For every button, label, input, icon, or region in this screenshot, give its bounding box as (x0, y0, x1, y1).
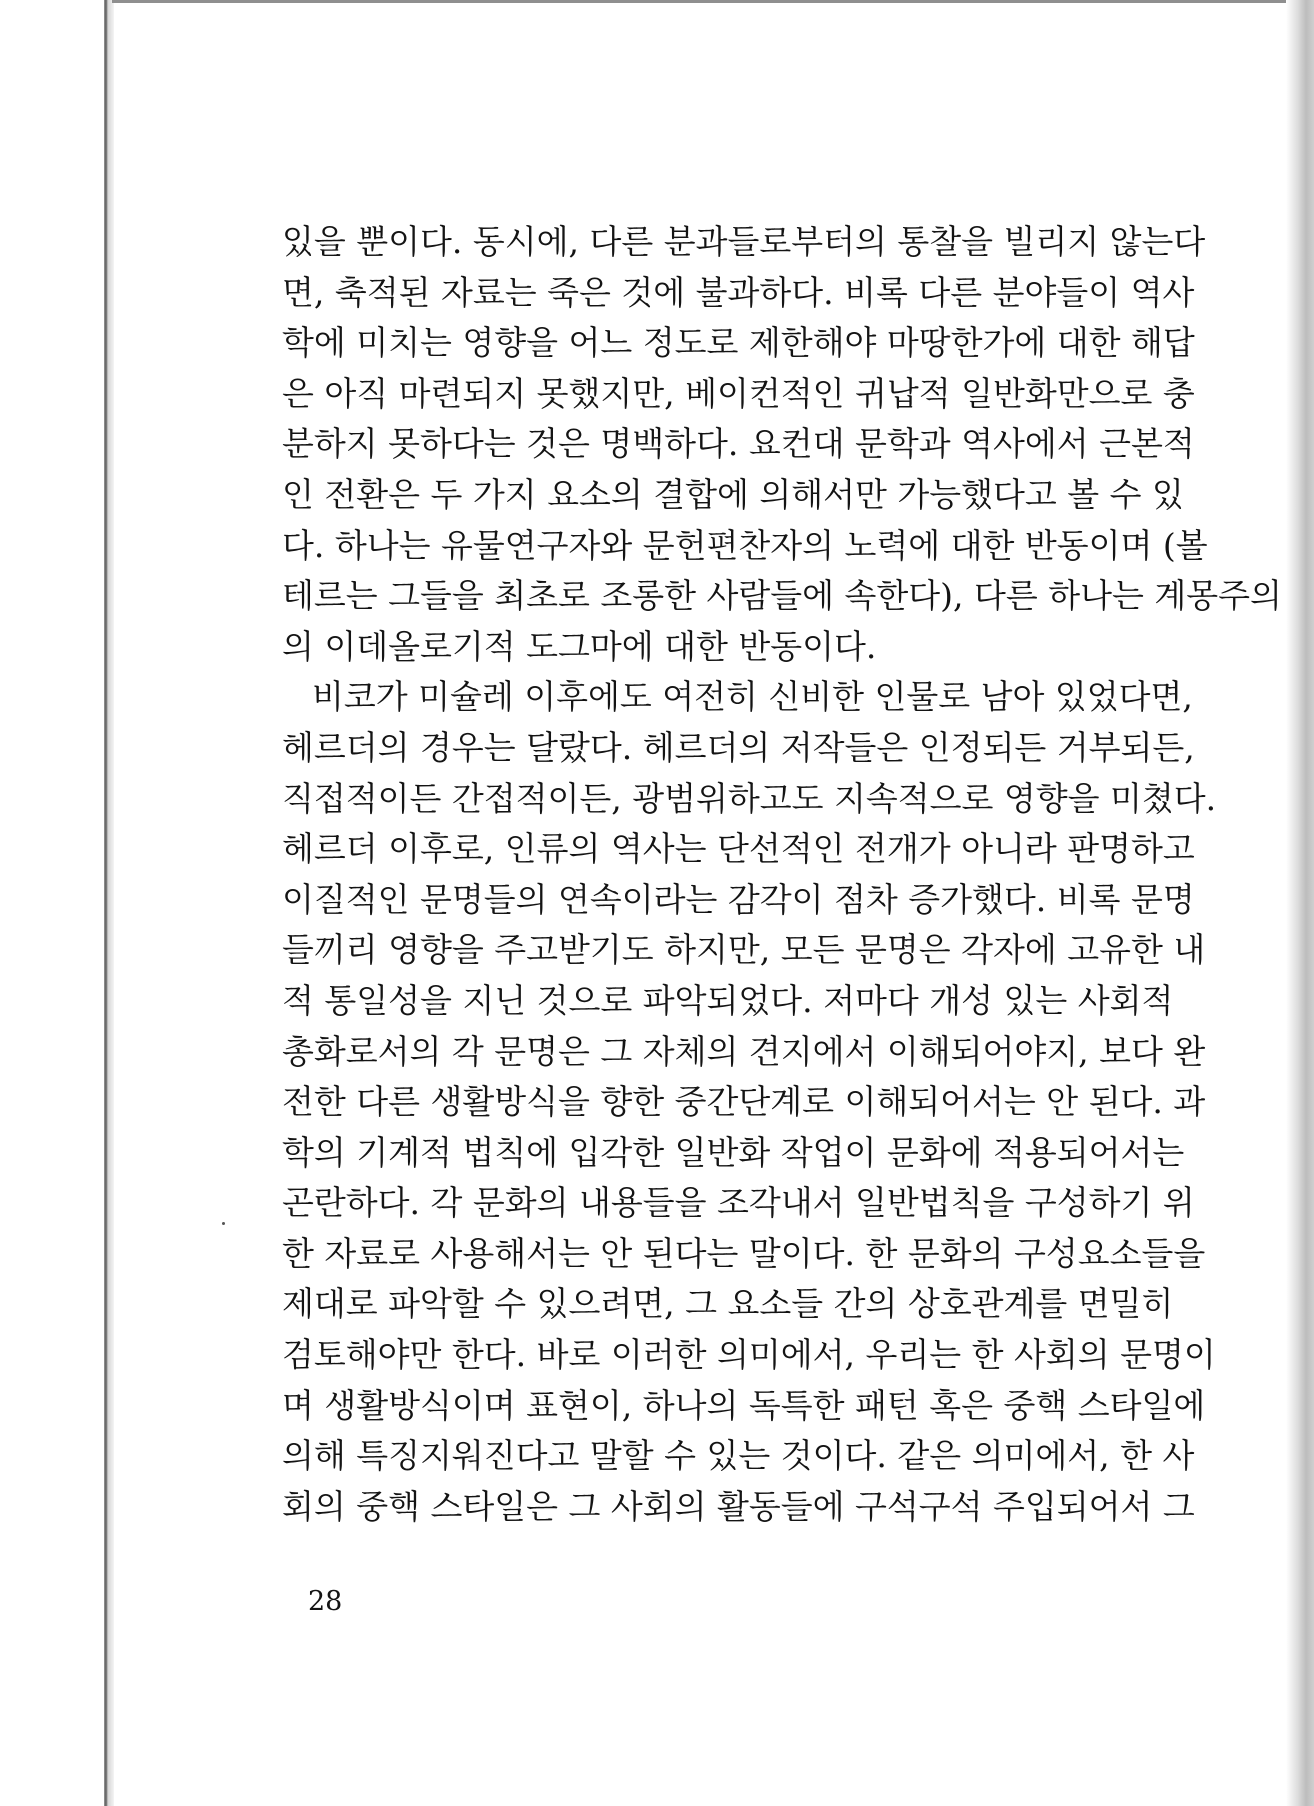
text-line: 다. 하나는 유물연구자와 문헌편찬자의 노력에 대한 반동이며 (볼 (282, 525, 1208, 565)
text-line: 있을 뿐이다. 동시에, 다른 분과들로부터의 통찰을 빌리지 않는다 (282, 222, 1206, 261)
text-line: 한 자료로 사용해서는 안 된다는 말이다. 한 문화의 구성요소들을 (282, 1233, 1206, 1273)
body-text (282, 217, 1282, 1532)
page-spine-edge (104, 0, 114, 1806)
text-line: 직접적이든 간접적이든, 광범위하고도 지속적으로 영향을 미쳤다. (282, 778, 1217, 818)
text-line: 며 생활방식이며 표현이, 하나의 독특한 패턴 혹은 중핵 스타일에 (282, 1385, 1206, 1425)
text-line: 의 이데올로기적 도그마에 대한 반동이다. (282, 626, 877, 666)
text-line: 적 통일성을 지닌 것으로 파악되었다. 저마다 개성 있는 사회적 (282, 980, 1174, 1020)
text-line: 곤란하다. 각 문화의 내용들을 조각내서 일반법칙을 구성하기 위 (282, 1183, 1195, 1223)
text-line: 들끼리 영향을 주고받기도 하지만, 모든 문명은 각자에 고유한 내 (282, 930, 1206, 970)
text-line: 전한 다른 생활방식을 향한 중간단계로 이해되어서는 안 된다. 과 (282, 1082, 1206, 1122)
page-number: 28 (308, 1586, 343, 1617)
text-line: 테르는 그들을 최초로 조롱한 사람들에 속한다), 다른 하나는 계몽주의 (282, 576, 1282, 616)
text-line: 인 전환은 두 가지 요소의 결합에 의해서만 가능했다고 볼 수 있 (282, 474, 1184, 514)
text-line: 비코가 미슐레 이후에도 여전히 신비한 인물로 남아 있었다면, (312, 677, 1193, 717)
text-line: 제대로 파악할 수 있으려면, 그 요소들 간의 상호관계를 면밀히 (282, 1284, 1174, 1324)
text-line: 헤르더의 경우는 달랐다. 헤르더의 저작들은 인정되든 거부되든, (282, 727, 1195, 767)
text-line: 학의 기계적 법칙에 입각한 일반화 작업이 문화에 적용되어서는 (282, 1132, 1185, 1172)
text-line: 분하지 못하다는 것은 명백하다. 요컨대 문학과 역사에서 근본적 (282, 424, 1195, 464)
text-line: 이질적인 문명들의 연속이라는 감각이 점차 증가했다. 비록 문명 (282, 879, 1195, 919)
text-line: 검토해야만 한다. 바로 이러한 의미에서, 우리는 한 사회의 문명이 (282, 1335, 1216, 1375)
text-line: 의해 특징지워진다고 말할 수 있는 것이다. 같은 의미에서, 한 사 (282, 1436, 1195, 1476)
text-line: 회의 중핵 스타일은 그 사회의 활동들에 구석구석 주입되어서 그 (282, 1486, 1195, 1526)
text-line: 면, 축적된 자료는 죽은 것에 불과하다. 비록 다른 분야들이 역사 (282, 272, 1195, 312)
scan-speck (222, 1222, 225, 1225)
text-line: 총화로서의 각 문명은 그 자체의 견지에서 이해되어야지, 보다 완 (282, 1031, 1206, 1071)
text-line: 학에 미치는 영향을 어느 정도로 제한해야 마땅한가에 대한 해답 (282, 323, 1195, 363)
text-line: 헤르더 이후로, 인류의 역사는 단선적인 전개가 아니라 판명하고 (282, 829, 1195, 869)
page-left-margin (0, 0, 104, 1806)
text-line: 은 아직 마련되지 못했지만, 베이컨적인 귀납적 일반화만으로 충 (282, 373, 1195, 413)
page-right-edge (1286, 0, 1314, 1806)
page-top-edge (112, 0, 1286, 3)
